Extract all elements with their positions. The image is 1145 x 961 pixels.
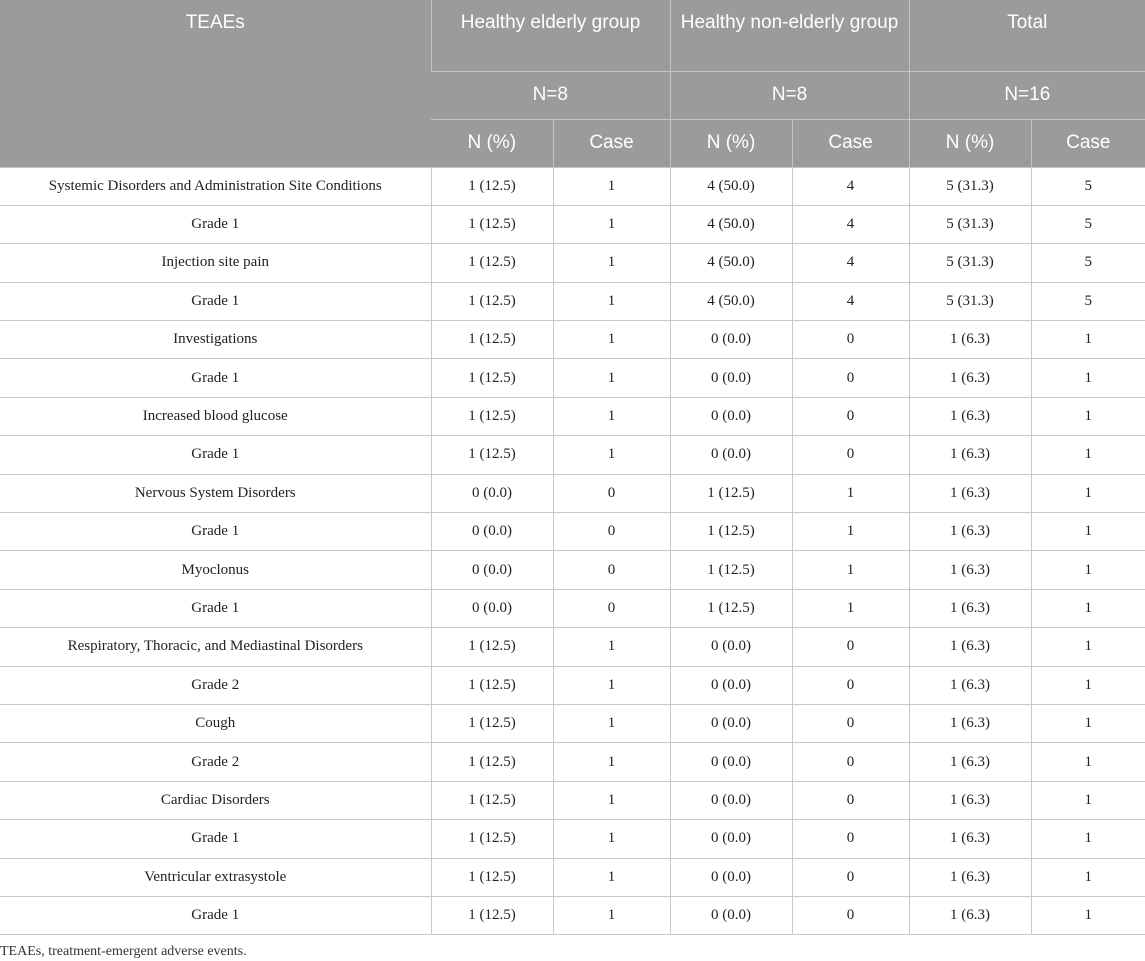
total-n-pct-cell: 1 (6.3) bbox=[909, 551, 1031, 589]
total-n-pct-cell: 1 (6.3) bbox=[909, 743, 1031, 781]
table-row bbox=[0, 474, 1145, 512]
total-n-pct-cell: 1 (6.3) bbox=[909, 589, 1031, 627]
elderly-n-pct-cell: 1 (12.5) bbox=[431, 666, 553, 704]
elderly-n-pct-cell: 1 (12.5) bbox=[431, 167, 553, 205]
elderly-n-pct-cell: 1 (12.5) bbox=[431, 397, 553, 435]
table-row bbox=[0, 359, 1145, 397]
teae-term-cell: Injection site pain bbox=[0, 244, 431, 282]
teaes-column-header: TEAEs bbox=[0, 0, 431, 167]
elderly-case-cell: 1 bbox=[553, 359, 670, 397]
non-elderly-case-cell: 4 bbox=[792, 205, 909, 243]
table-row bbox=[0, 589, 1145, 627]
total-case-cell: 5 bbox=[1031, 205, 1145, 243]
non-elderly-case-cell: 4 bbox=[792, 244, 909, 282]
teae-term-cell: Grade 1 bbox=[0, 896, 431, 934]
total-n-pct-cell: 5 (31.3) bbox=[909, 205, 1031, 243]
table-row bbox=[0, 244, 1145, 282]
table-row bbox=[0, 551, 1145, 589]
elderly-case-cell: 1 bbox=[553, 896, 670, 934]
total-n-pct-cell: 1 (6.3) bbox=[909, 820, 1031, 858]
teae-term-cell: Respiratory, Thoracic, and Mediastinal Disorders bbox=[0, 628, 431, 666]
total-case-cell: 1 bbox=[1031, 397, 1145, 435]
teae-term-cell: Grade 1 bbox=[0, 820, 431, 858]
elderly-case-cell: 1 bbox=[553, 244, 670, 282]
table-row bbox=[0, 282, 1145, 320]
teae-term-cell: Grade 1 bbox=[0, 436, 431, 474]
non-elderly-n-pct-cell: 0 (0.0) bbox=[670, 359, 792, 397]
table-header bbox=[0, 0, 1145, 167]
table-row bbox=[0, 205, 1145, 243]
elderly-case-cell: 0 bbox=[553, 589, 670, 627]
total-case-cell: 1 bbox=[1031, 666, 1145, 704]
teae-term-cell: Myoclonus bbox=[0, 551, 431, 589]
total-case-cell: 5 bbox=[1031, 244, 1145, 282]
elderly-n-pct-cell: 1 (12.5) bbox=[431, 820, 553, 858]
non-elderly-n-pct-cell: 0 (0.0) bbox=[670, 436, 792, 474]
total-group-n: N=16 bbox=[909, 71, 1145, 119]
total-case-cell: 1 bbox=[1031, 321, 1145, 359]
total-n-pct-cell: 1 (6.3) bbox=[909, 474, 1031, 512]
table-row bbox=[0, 397, 1145, 435]
total-case-cell: 1 bbox=[1031, 858, 1145, 896]
elderly-case-cell: 1 bbox=[553, 781, 670, 819]
teae-term-cell: Increased blood glucose bbox=[0, 397, 431, 435]
teae-term-cell: Ventricular extrasystole bbox=[0, 858, 431, 896]
non-elderly-n-pct-cell: 0 (0.0) bbox=[670, 397, 792, 435]
non-elderly-case-cell: 0 bbox=[792, 781, 909, 819]
teae-term-cell: Grade 2 bbox=[0, 666, 431, 704]
elderly-group-n: N=8 bbox=[431, 71, 670, 119]
elderly-case-cell: 1 bbox=[553, 704, 670, 742]
total-case-cell: 1 bbox=[1031, 474, 1145, 512]
non-elderly-n-pct-cell: 0 (0.0) bbox=[670, 628, 792, 666]
non-elderly-n-pct-cell: 0 (0.0) bbox=[670, 781, 792, 819]
elderly-n-pct-cell: 0 (0.0) bbox=[431, 551, 553, 589]
total-case-cell: 1 bbox=[1031, 589, 1145, 627]
elderly-n-pct-cell: 1 (12.5) bbox=[431, 436, 553, 474]
non-elderly-n-pct-cell: 0 (0.0) bbox=[670, 666, 792, 704]
teae-term-cell: Nervous System Disorders bbox=[0, 474, 431, 512]
non-elderly-case-cell: 1 bbox=[792, 513, 909, 551]
total-group-header: Total bbox=[909, 0, 1145, 71]
non-elderly-case-cell: 0 bbox=[792, 896, 909, 934]
non-elderly-n-pct-cell: 1 (12.5) bbox=[670, 551, 792, 589]
elderly-case-cell: 1 bbox=[553, 282, 670, 320]
elderly-n-pct-cell: 0 (0.0) bbox=[431, 474, 553, 512]
elderly-n-pct-cell: 1 (12.5) bbox=[431, 704, 553, 742]
non-elderly-n-pct-cell: 4 (50.0) bbox=[670, 244, 792, 282]
elderly-group-header: Healthy elderly group bbox=[431, 0, 670, 71]
teae-term-cell: Grade 1 bbox=[0, 589, 431, 627]
elderly-n-pct-cell: 1 (12.5) bbox=[431, 359, 553, 397]
elderly-n-pct-cell: 1 (12.5) bbox=[431, 628, 553, 666]
total-n-pct-cell: 1 (6.3) bbox=[909, 628, 1031, 666]
total-n-pct-cell: 1 (6.3) bbox=[909, 321, 1031, 359]
elderly-case-cell: 1 bbox=[553, 666, 670, 704]
elderly-case-cell: 1 bbox=[553, 628, 670, 666]
table-row bbox=[0, 896, 1145, 934]
non-elderly-n-pct-cell: 4 (50.0) bbox=[670, 282, 792, 320]
non-elderly-case-cell: 1 bbox=[792, 589, 909, 627]
table-row bbox=[0, 513, 1145, 551]
subcol-header: N (%) bbox=[909, 119, 1031, 167]
table-row bbox=[0, 743, 1145, 781]
total-n-pct-cell: 1 (6.3) bbox=[909, 858, 1031, 896]
teae-term-cell: Grade 1 bbox=[0, 205, 431, 243]
total-n-pct-cell: 1 (6.3) bbox=[909, 781, 1031, 819]
table-row bbox=[0, 781, 1145, 819]
total-case-cell: 1 bbox=[1031, 359, 1145, 397]
elderly-n-pct-cell: 1 (12.5) bbox=[431, 858, 553, 896]
subcol-header: N (%) bbox=[670, 119, 792, 167]
total-case-cell: 1 bbox=[1031, 820, 1145, 858]
teae-term-cell: Grade 1 bbox=[0, 282, 431, 320]
elderly-n-pct-cell: 1 (12.5) bbox=[431, 205, 553, 243]
table-row bbox=[0, 628, 1145, 666]
teae-term-cell: Grade 1 bbox=[0, 359, 431, 397]
non-elderly-n-pct-cell: 0 (0.0) bbox=[670, 858, 792, 896]
subcol-header: N (%) bbox=[431, 119, 553, 167]
subcol-header: Case bbox=[553, 119, 670, 167]
total-case-cell: 5 bbox=[1031, 167, 1145, 205]
non-elderly-n-pct-cell: 0 (0.0) bbox=[670, 896, 792, 934]
non-elderly-n-pct-cell: 0 (0.0) bbox=[670, 321, 792, 359]
non-elderly-n-pct-cell: 0 (0.0) bbox=[670, 743, 792, 781]
non-elderly-case-cell: 4 bbox=[792, 167, 909, 205]
non-elderly-case-cell: 1 bbox=[792, 474, 909, 512]
elderly-n-pct-cell: 0 (0.0) bbox=[431, 513, 553, 551]
elderly-case-cell: 1 bbox=[553, 820, 670, 858]
elderly-n-pct-cell: 1 (12.5) bbox=[431, 896, 553, 934]
elderly-case-cell: 1 bbox=[553, 205, 670, 243]
elderly-case-cell: 1 bbox=[553, 167, 670, 205]
table-row bbox=[0, 704, 1145, 742]
elderly-case-cell: 1 bbox=[553, 397, 670, 435]
total-case-cell: 1 bbox=[1031, 628, 1145, 666]
non-elderly-n-pct-cell: 1 (12.5) bbox=[670, 589, 792, 627]
teae-term-cell: Systemic Disorders and Administration Site Conditions bbox=[0, 167, 431, 205]
elderly-case-cell: 1 bbox=[553, 436, 670, 474]
elderly-case-cell: 0 bbox=[553, 513, 670, 551]
table-row bbox=[0, 820, 1145, 858]
teae-term-cell: Investigations bbox=[0, 321, 431, 359]
subcol-header: Case bbox=[792, 119, 909, 167]
elderly-case-cell: 1 bbox=[553, 321, 670, 359]
non-elderly-case-cell: 0 bbox=[792, 397, 909, 435]
non-elderly-n-pct-cell: 1 (12.5) bbox=[670, 513, 792, 551]
total-case-cell: 5 bbox=[1031, 282, 1145, 320]
table-body bbox=[0, 167, 1145, 935]
table-row bbox=[0, 858, 1145, 896]
total-n-pct-cell: 5 (31.3) bbox=[909, 167, 1031, 205]
non-elderly-n-pct-cell: 1 (12.5) bbox=[670, 474, 792, 512]
non-elderly-case-cell: 1 bbox=[792, 551, 909, 589]
total-case-cell: 1 bbox=[1031, 436, 1145, 474]
non-elderly-group-n: N=8 bbox=[670, 71, 909, 119]
non-elderly-case-cell: 0 bbox=[792, 743, 909, 781]
total-n-pct-cell: 5 (31.3) bbox=[909, 282, 1031, 320]
non-elderly-case-cell: 0 bbox=[792, 628, 909, 666]
non-elderly-case-cell: 0 bbox=[792, 704, 909, 742]
elderly-n-pct-cell: 0 (0.0) bbox=[431, 589, 553, 627]
elderly-n-pct-cell: 1 (12.5) bbox=[431, 282, 553, 320]
total-n-pct-cell: 1 (6.3) bbox=[909, 704, 1031, 742]
table-row bbox=[0, 167, 1145, 205]
elderly-case-cell: 1 bbox=[553, 858, 670, 896]
non-elderly-case-cell: 0 bbox=[792, 321, 909, 359]
footnote: TEAEs, treatment-emergent adverse events. bbox=[0, 944, 247, 959]
total-case-cell: 1 bbox=[1031, 781, 1145, 819]
non-elderly-case-cell: 0 bbox=[792, 858, 909, 896]
non-elderly-case-cell: 0 bbox=[792, 820, 909, 858]
total-case-cell: 1 bbox=[1031, 704, 1145, 742]
total-case-cell: 1 bbox=[1031, 896, 1145, 934]
non-elderly-group-header: Healthy non-elderly group bbox=[670, 0, 909, 71]
non-elderly-case-cell: 4 bbox=[792, 282, 909, 320]
elderly-n-pct-cell: 1 (12.5) bbox=[431, 743, 553, 781]
table-row bbox=[0, 436, 1145, 474]
elderly-case-cell: 1 bbox=[553, 743, 670, 781]
non-elderly-case-cell: 0 bbox=[792, 436, 909, 474]
non-elderly-n-pct-cell: 4 (50.0) bbox=[670, 205, 792, 243]
total-case-cell: 1 bbox=[1031, 513, 1145, 551]
non-elderly-case-cell: 0 bbox=[792, 359, 909, 397]
total-n-pct-cell: 1 (6.3) bbox=[909, 359, 1031, 397]
elderly-n-pct-cell: 1 (12.5) bbox=[431, 244, 553, 282]
teae-term-cell: Cardiac Disorders bbox=[0, 781, 431, 819]
total-case-cell: 1 bbox=[1031, 551, 1145, 589]
non-elderly-n-pct-cell: 0 (0.0) bbox=[670, 704, 792, 742]
total-n-pct-cell: 5 (31.3) bbox=[909, 244, 1031, 282]
total-case-cell: 1 bbox=[1031, 743, 1145, 781]
total-n-pct-cell: 1 (6.3) bbox=[909, 513, 1031, 551]
non-elderly-n-pct-cell: 4 (50.0) bbox=[670, 167, 792, 205]
table-row bbox=[0, 321, 1145, 359]
total-n-pct-cell: 1 (6.3) bbox=[909, 666, 1031, 704]
teae-term-cell: Grade 1 bbox=[0, 513, 431, 551]
elderly-n-pct-cell: 1 (12.5) bbox=[431, 321, 553, 359]
non-elderly-n-pct-cell: 0 (0.0) bbox=[670, 820, 792, 858]
total-n-pct-cell: 1 (6.3) bbox=[909, 397, 1031, 435]
elderly-n-pct-cell: 1 (12.5) bbox=[431, 781, 553, 819]
total-n-pct-cell: 1 (6.3) bbox=[909, 896, 1031, 934]
elderly-case-cell: 0 bbox=[553, 474, 670, 512]
subcol-header: Case bbox=[1031, 119, 1145, 167]
non-elderly-case-cell: 0 bbox=[792, 666, 909, 704]
elderly-case-cell: 0 bbox=[553, 551, 670, 589]
table-row bbox=[0, 666, 1145, 704]
total-n-pct-cell: 1 (6.3) bbox=[909, 436, 1031, 474]
teae-term-cell: Grade 2 bbox=[0, 743, 431, 781]
teae-term-cell: Cough bbox=[0, 704, 431, 742]
